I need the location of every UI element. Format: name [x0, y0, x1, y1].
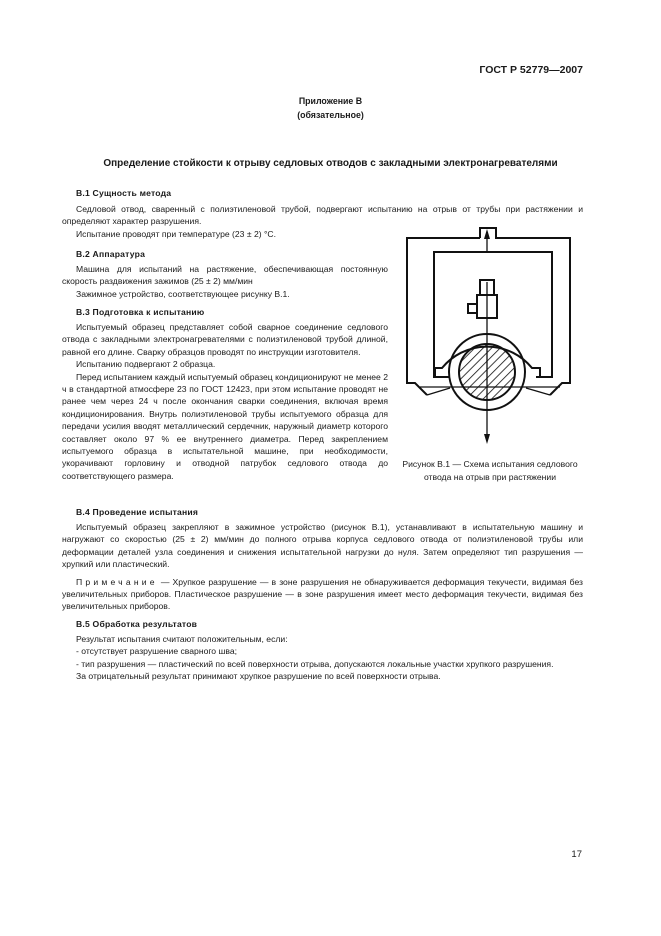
- paragraph: Перед испытанием каждый испытуемый образец кондиционируют не менее 2 ч в стандартной атмосфере 23 по ГОСТ 12423, при этом испытание проводят не ранее чем через 24 ч после окончания сварки соединения, включая время кондиционирования. Внутрь полиэтиленовой трубы испытуемого образца для передачи усилия вводят металлический сердечник, наружный диаметр которого составляет около 97 % ее внутреннего диаметра. Перед закреплением испытуемого образца в испытательной машине, при необходимости, укорачивают горловину и отводной патрубок седлового отвода до соответствующего размера.: [62, 371, 388, 481]
- section-heading: В.5 Обработка результатов: [76, 619, 198, 629]
- paragraph: Испытание проводят при температуре (23 ± 2) °С.: [76, 228, 277, 239]
- paragraph: За отрицательный результат принимают хрупкое разрушение по всей поверхности отрыва.: [76, 671, 441, 682]
- list-item: - отсутствует разрушение сварного шва;: [76, 646, 238, 657]
- paragraph: Результат испытания считают положительным, если:: [76, 634, 288, 644]
- appendix-heading: [0, 94, 661, 122]
- figure-b1: [390, 220, 590, 482]
- note-label: Примечание: [76, 576, 158, 587]
- paragraph: Испытанию подвергают 2 образца.: [76, 359, 216, 370]
- note-text: — Хрупкое разрушение — в зоне разрушения не обнаруживается деформация текучести, видимая без увеличительных приборов. Пластическое разрушение — в зоне разрушения имеет место деформация текучести, видимая без увеличительных приборов.: [62, 576, 583, 612]
- paragraph: Зажимное устройство, соответствующее рисунку В.1.: [76, 288, 290, 299]
- test-scheme-diagram: [390, 220, 590, 450]
- appendix-status: (обязательное): [297, 110, 364, 120]
- section-heading: В.1 Сущность метода: [76, 188, 172, 198]
- list-item: - тип разрушения — пластический по всей поверхности отрыва, допускаются локальные участки хрупкого разрушения.: [76, 658, 554, 669]
- main-title: Определение стойкости к отрыву седловых отводов с закладными электронагревателями: [103, 158, 558, 169]
- section-b5: [62, 619, 583, 683]
- section-heading: В.2 Аппаратура: [76, 249, 146, 259]
- document-number: ГОСТ Р 52779—2007: [479, 64, 583, 76]
- section-heading: В.4 Проведение испытания: [76, 507, 199, 517]
- section-heading: В.3 Подготовка к испытанию: [76, 307, 205, 317]
- page-number: 17: [571, 849, 582, 860]
- paragraph: Седловой отвод, сваренный с полиэтиленовой трубой, подвергают испытанию на отрыв от трубы при растяжении и определяют характер разрушения.: [62, 204, 583, 227]
- section-b3: [62, 307, 388, 482]
- section-b2: [62, 249, 388, 300]
- section-b4: [62, 507, 583, 613]
- figure-caption: Рисунок В.1 — Схема испытания седлового отвода на отрыв при растяжении: [402, 459, 578, 482]
- appendix-title: Приложение В: [298, 96, 363, 106]
- paragraph: Испытуемый образец закрепляют в зажимное устройство (рисунок В.1), устанавливают в испытательную машину и нагружают со скоростью (25 ± 2) мм/мин до полного отрыва корпуса седлового отвода от полиэтиленовой трубы или деформации деталей узла соединения и снижения испытательной нагрузки до нуля. Затем определяют тип разрушения — хрупкий или пластический.: [62, 522, 583, 570]
- paragraph: Машина для испытаний на растяжение, обеспечивающая постоянную скорость раздвижения зажимов (25 ± 2) мм/мин: [62, 264, 388, 287]
- paragraph: Испытуемый образец представляет собой сварное соединение седлового отвода с закладными электронагревателями с полиэтиленовой трубой длиной, равной его длине. Сварку образцов проводят по инструкции изготовителя.: [62, 322, 388, 357]
- note: [62, 576, 583, 613]
